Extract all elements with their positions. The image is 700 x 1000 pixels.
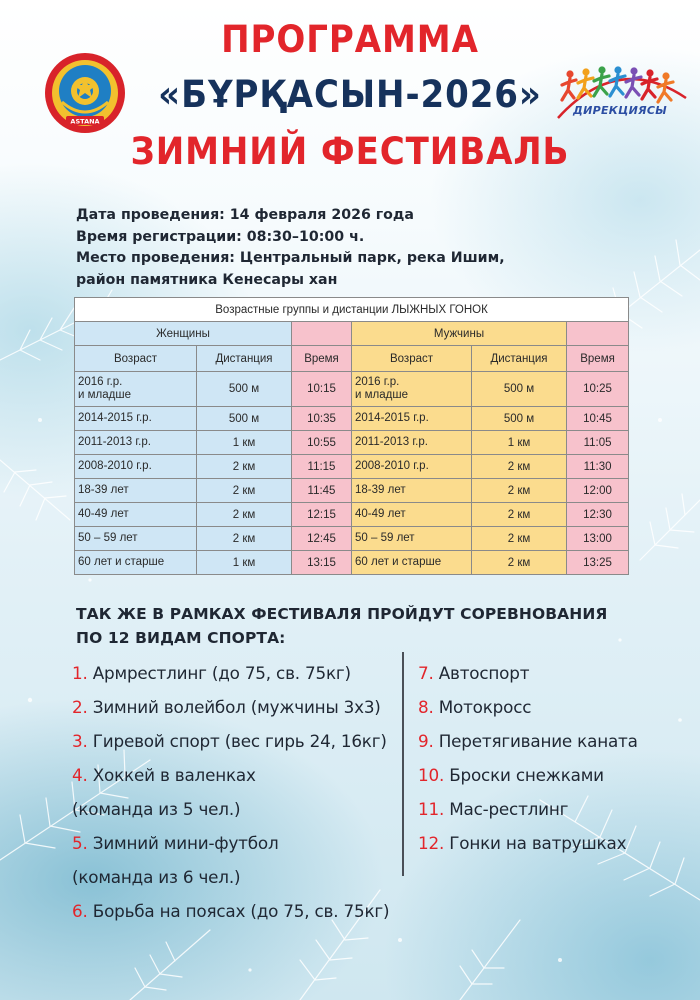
men-time-cell: 11:30 (567, 455, 629, 479)
men-group-header: Мужчины (352, 322, 567, 346)
competition-name: Броски снежками (444, 765, 604, 785)
col-header-men-time: Время (567, 346, 629, 372)
women-age-cell: 2011-2013 г.р. (75, 431, 197, 455)
competition-item (72, 792, 402, 826)
men-distance-cell: 2 км (472, 551, 567, 575)
competition-name: Мотокросс (433, 697, 532, 717)
women-age-cell: 2016 г.р. и младше (75, 372, 197, 407)
table-row (75, 372, 629, 407)
col-header-men-age: Возраст (352, 346, 472, 372)
men-age-cell: 2014-2015 г.р. (352, 407, 472, 431)
women-distance-cell: 1 км (197, 431, 292, 455)
directorate-label: ДИРЕКЦИЯСЫ (573, 104, 667, 117)
women-age-cell: 50 – 59 лет (75, 527, 197, 551)
competition-name: (команда из 5 чел.) (72, 799, 241, 819)
competition-item (72, 894, 402, 928)
men-distance-cell: 2 км (472, 455, 567, 479)
competition-name: Гонки на ватрушках (444, 833, 627, 853)
competition-number: 7. (418, 663, 434, 683)
competition-item (72, 656, 402, 690)
competition-number: 10. (418, 765, 445, 785)
women-distance-cell: 2 км (197, 503, 292, 527)
competition-number: 4. (72, 765, 88, 785)
women-distance-cell: 2 км (197, 479, 292, 503)
women-age-cell: 18-39 лет (75, 479, 197, 503)
competition-item (72, 758, 402, 792)
table-row (75, 479, 629, 503)
men-age-cell: 2011-2013 г.р. (352, 431, 472, 455)
women-time-cell: 11:15 (292, 455, 352, 479)
women-time-cell: 12:15 (292, 503, 352, 527)
table-row (75, 455, 629, 479)
men-time-cell: 12:00 (567, 479, 629, 503)
men-age-cell: 50 – 59 лет (352, 527, 472, 551)
men-time-cell: 12:30 (567, 503, 629, 527)
women-age-cell: 2008-2010 г.р. (75, 455, 197, 479)
competitions-heading (76, 602, 676, 650)
event-place-line-1: Место проведения: Центральный парк, река Ишим, (76, 250, 505, 266)
col-header-women-age: Возраст (75, 346, 197, 372)
competition-number: 2. (72, 697, 88, 717)
women-age-cell: 40-49 лет (75, 503, 197, 527)
competition-name: (команда из 6 чел.) (72, 867, 241, 887)
header (0, 0, 700, 190)
women-distance-cell: 1 км (197, 551, 292, 575)
men-time-cell: 10:45 (567, 407, 629, 431)
men-age-cell: 60 лет и старше (352, 551, 472, 575)
col-header-women-time: Время (292, 346, 352, 372)
competition-item (72, 860, 402, 894)
women-time-cell: 10:35 (292, 407, 352, 431)
men-age-cell: 40-49 лет (352, 503, 472, 527)
women-age-cell: 60 лет и старше (75, 551, 197, 575)
competition-item (72, 724, 402, 758)
competition-item (418, 690, 688, 724)
column-divider (402, 652, 404, 876)
event-place-line-2: район памятника Кенесары хан (76, 271, 338, 288)
competition-item (418, 758, 688, 792)
competition-item (418, 656, 688, 690)
col-header-men-distance: Дистанция (472, 346, 567, 372)
women-time-cell: 10:55 (292, 431, 352, 455)
table-row (75, 527, 629, 551)
men-age-cell: 2008-2010 г.р. (352, 455, 472, 479)
women-distance-cell: 2 км (197, 455, 292, 479)
title-line-3: ЗИМНИЙ ФЕСТИВАЛЬ (130, 130, 570, 173)
running-people-logo-icon (548, 58, 688, 130)
women-time-cell: 11:45 (292, 479, 352, 503)
competition-item (418, 724, 688, 758)
table-row (75, 551, 629, 575)
competitions-list-left (72, 656, 402, 928)
men-distance-cell: 500 м (472, 372, 567, 407)
competitions-list-right (418, 656, 688, 860)
competition-name: Зимний мини-футбол (87, 833, 279, 853)
women-distance-cell: 500 м (197, 372, 292, 407)
competition-number: 9. (418, 731, 434, 751)
ski-race-table (74, 297, 629, 575)
competitions-heading-line-2: ПО 12 ВИДАМ СПОРТА: (76, 629, 286, 647)
table-row (75, 503, 629, 527)
men-distance-cell: 2 км (472, 503, 567, 527)
men-time-cell: 10:25 (567, 372, 629, 407)
competition-number: 8. (418, 697, 434, 717)
women-distance-cell: 2 км (197, 527, 292, 551)
competition-item (418, 826, 688, 860)
competition-item (72, 826, 402, 860)
men-distance-cell: 1 км (472, 431, 567, 455)
women-distance-cell: 500 м (197, 407, 292, 431)
men-distance-cell: 2 км (472, 527, 567, 551)
registration-time: Время регистрации: 08:30–10:00 ч. (76, 228, 365, 245)
competition-name: Мас-рестлинг (444, 799, 569, 819)
competitions-heading-line-1: ТАК ЖЕ В РАМКАХ ФЕСТИВАЛЯ ПРОЙДУТ СОРЕВНОВАНИЯ (76, 605, 608, 623)
women-time-cell: 13:15 (292, 551, 352, 575)
men-group-time-blank (567, 322, 629, 346)
table-caption: Возрастные группы и дистанции ЛЫЖНЫХ ГОНОК (75, 298, 629, 322)
competition-number: 6. (72, 901, 88, 921)
women-group-header: Женщины (75, 322, 292, 346)
competition-name: Зимний волейбол (мужчины 3х3) (87, 697, 381, 717)
event-date: Дата проведения: 14 февраля 2026 года (76, 207, 414, 223)
women-time-cell: 12:45 (292, 527, 352, 551)
competition-number: 12. (418, 833, 445, 853)
women-time-cell: 10:15 (292, 372, 352, 407)
men-distance-cell: 500 м (472, 407, 567, 431)
men-time-cell: 11:05 (567, 431, 629, 455)
competition-name: Гиревой спорт (вес гирь 24, 16кг) (87, 731, 387, 751)
women-group-time-blank (292, 322, 352, 346)
competition-number: 1. (72, 663, 88, 683)
competition-number: 5. (72, 833, 88, 853)
competition-name: Перетягивание каната (433, 731, 638, 751)
competition-name: Хоккей в валенках (87, 765, 256, 785)
table-row (75, 407, 629, 431)
men-age-cell: 18-39 лет (352, 479, 472, 503)
competition-item (418, 792, 688, 826)
table-row (75, 431, 629, 455)
competition-item (72, 690, 402, 724)
competition-name: Автоспорт (433, 663, 530, 683)
title-line-2: «БҰРҚАСЫН-2026» (158, 73, 542, 116)
men-time-cell: 13:00 (567, 527, 629, 551)
men-distance-cell: 2 км (472, 479, 567, 503)
competition-name: Армрестлинг (до 75, св. 75кг) (87, 663, 351, 683)
event-info (76, 205, 636, 291)
women-age-cell: 2014-2015 г.р. (75, 407, 197, 431)
title-line-1: ПРОГРАММА (221, 18, 479, 61)
col-header-women-distance: Дистанция (197, 346, 292, 372)
competition-number: 11. (418, 799, 445, 819)
emblem-text: ASTANA (70, 117, 100, 126)
competition-number: 3. (72, 731, 88, 751)
men-age-cell: 2016 г.р. и младше (352, 372, 472, 407)
men-time-cell: 13:25 (567, 551, 629, 575)
competition-name: Борьба на поясах (до 75, св. 75кг) (87, 901, 390, 921)
